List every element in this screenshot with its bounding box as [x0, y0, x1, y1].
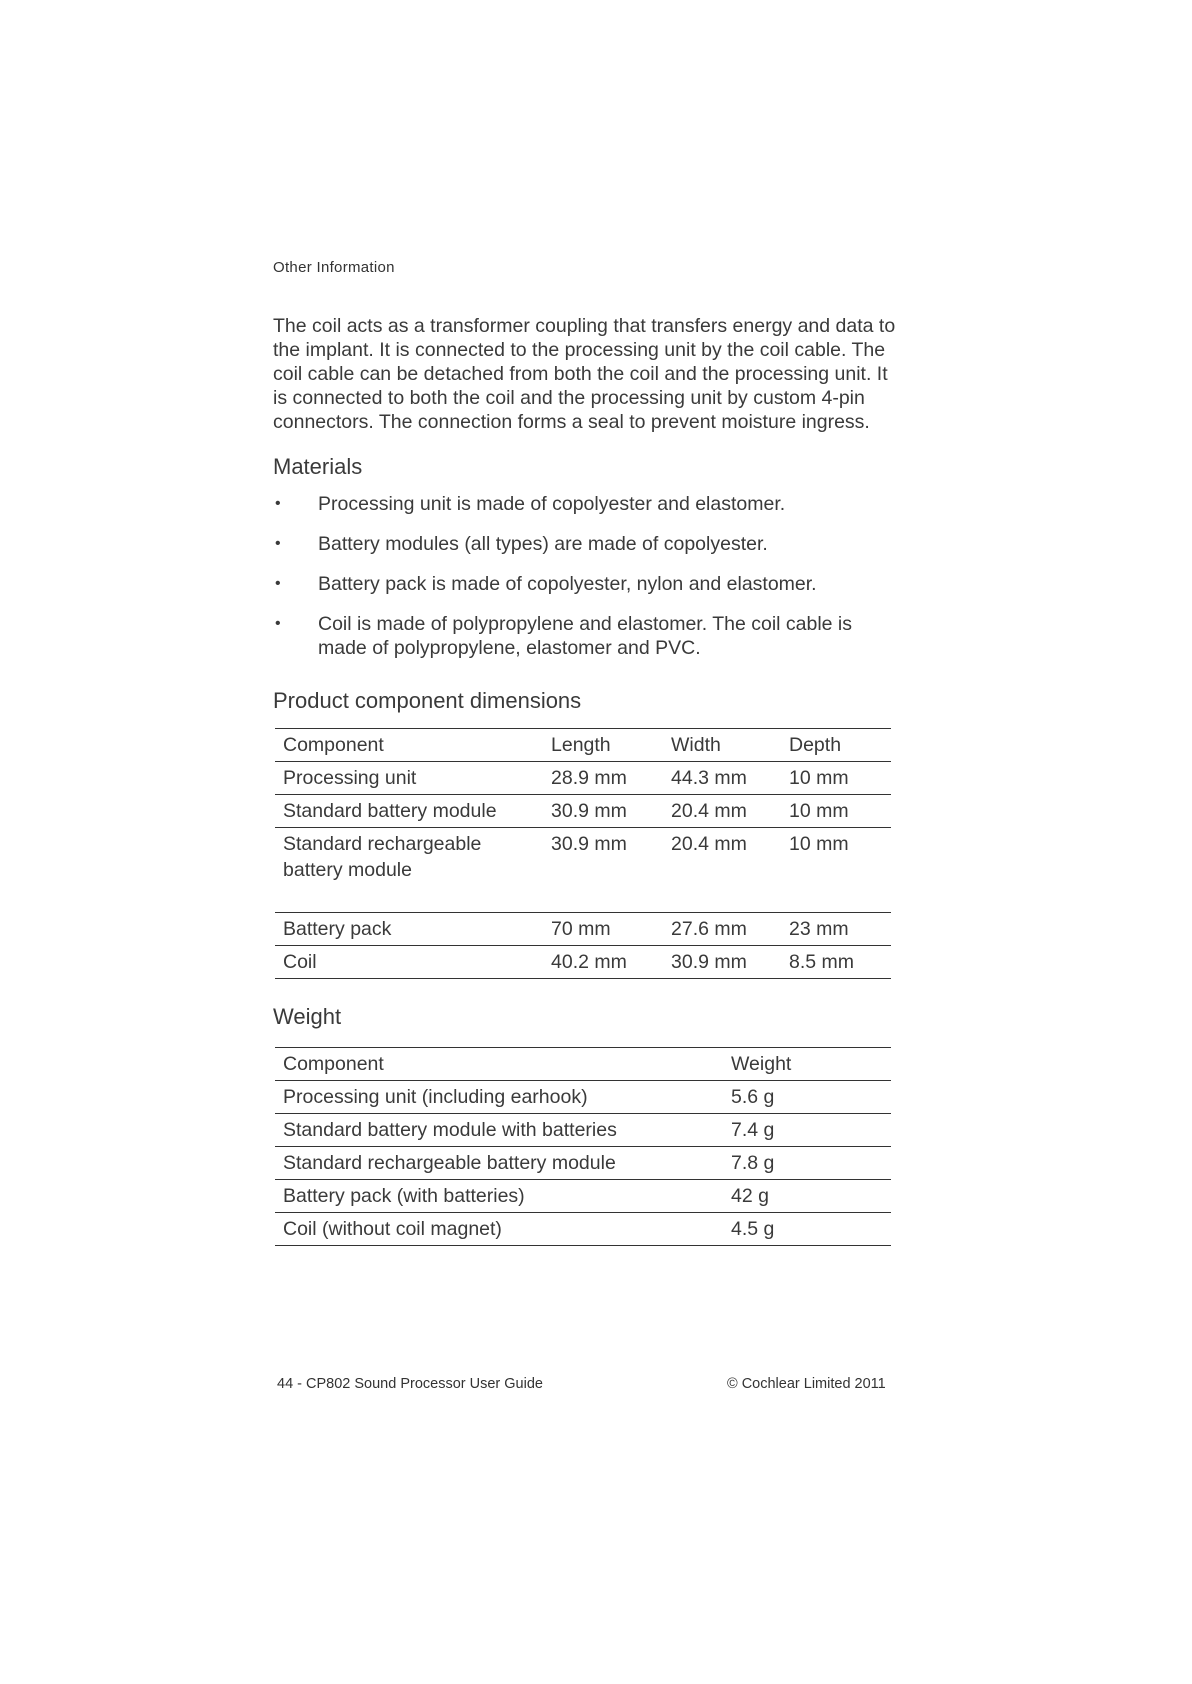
table-cell: 28.9 mm: [543, 762, 663, 795]
table-cell: 10 mm: [781, 795, 891, 828]
materials-heading: Materials: [273, 454, 363, 479]
table-row: [275, 1180, 891, 1213]
table-row: [275, 828, 891, 913]
column-header: Width: [663, 729, 781, 762]
table-row: [275, 762, 891, 795]
table-cell: 30.9 mm: [543, 828, 663, 913]
table-cell: 10 mm: [781, 828, 891, 913]
table-cell: 30.9 mm: [543, 795, 663, 828]
table-cell: Standard rechargeable battery module: [275, 1147, 723, 1180]
table-row: [275, 946, 891, 979]
table-cell: 8.5 mm: [781, 946, 891, 979]
table-row: [275, 795, 891, 828]
table-row: [275, 1147, 891, 1180]
table-row: [275, 1081, 891, 1114]
materials-list: [273, 492, 903, 676]
table-cell: 42 g: [723, 1180, 891, 1213]
column-header: Component: [275, 729, 543, 762]
table-row: [275, 1114, 891, 1147]
table-cell: Standard battery module with batteries: [275, 1114, 723, 1147]
table-cell: 10 mm: [781, 762, 891, 795]
table-header-row: [275, 729, 891, 762]
table-cell: 4.5 g: [723, 1213, 891, 1246]
bullet-icon: •: [275, 615, 281, 632]
table-cell: 70 mm: [543, 913, 663, 946]
footer-copyright: © Cochlear Limited 2011: [727, 1376, 886, 1392]
bullet-icon: •: [275, 575, 281, 592]
table-cell: Processing unit (including earhook): [275, 1081, 723, 1114]
table-cell: 20.4 mm: [663, 795, 781, 828]
footer-page-label: 44 - CP802 Sound Processor User Guide: [277, 1376, 543, 1392]
table-cell: Processing unit: [275, 762, 543, 795]
table-cell: Coil (without coil magnet): [275, 1213, 723, 1246]
dimensions-heading: Product component dimensions: [273, 688, 582, 713]
table-cell: 7.4 g: [723, 1114, 891, 1147]
table-cell: 27.6 mm: [663, 913, 781, 946]
bullet-icon: •: [275, 535, 281, 552]
bullet-icon: •: [275, 495, 281, 512]
table-cell: 44.3 mm: [663, 762, 781, 795]
column-header: Depth: [781, 729, 891, 762]
table-cell: Standard rechargeable battery module: [275, 828, 543, 913]
table-cell: 5.6 g: [723, 1081, 891, 1114]
table-cell: Coil: [275, 946, 543, 979]
list-item: • Processing unit is made of copolyester and elastomer.: [275, 493, 786, 515]
weight-table: [275, 1047, 891, 1246]
weight-heading: Weight: [273, 1004, 342, 1029]
list-item: • Battery pack is made of copolyester, nylon and elastomer.: [275, 573, 817, 595]
column-header: Component: [275, 1048, 723, 1081]
table-cell: Battery pack: [275, 913, 543, 946]
column-header: Weight: [723, 1048, 891, 1081]
table-row: [275, 913, 891, 946]
table-cell: 20.4 mm: [663, 828, 781, 913]
intro-paragraph: The coil acts as a transformer coupling that transfers energy and data to the implant. It is connected to the processing unit by the coil cable. The coil cable can be detached from both the coil and the processing unit. It is connected to both the coil and the processing unit by custom 4-pin connectors. The connection forms a seal to prevent moisture ingress.: [273, 315, 896, 433]
table-cell: Standard battery module: [275, 795, 543, 828]
table-cell: 30.9 mm: [663, 946, 781, 979]
table-header-row: [275, 1048, 891, 1081]
list-item: • Battery modules (all types) are made of copolyester.: [275, 533, 768, 555]
dimensions-table: [275, 728, 891, 979]
table-row: [275, 1213, 891, 1246]
list-item: • Coil is made of polypropylene and elastomer. The coil cable is made of polypropylene, elastomer and PVC.: [275, 613, 853, 659]
column-header: Length: [543, 729, 663, 762]
table-cell: 7.8 g: [723, 1147, 891, 1180]
table-cell: Battery pack (with batteries): [275, 1180, 723, 1213]
table-cell: 23 mm: [781, 913, 891, 946]
table-cell: 40.2 mm: [543, 946, 663, 979]
section-header: Other Information: [273, 259, 395, 276]
